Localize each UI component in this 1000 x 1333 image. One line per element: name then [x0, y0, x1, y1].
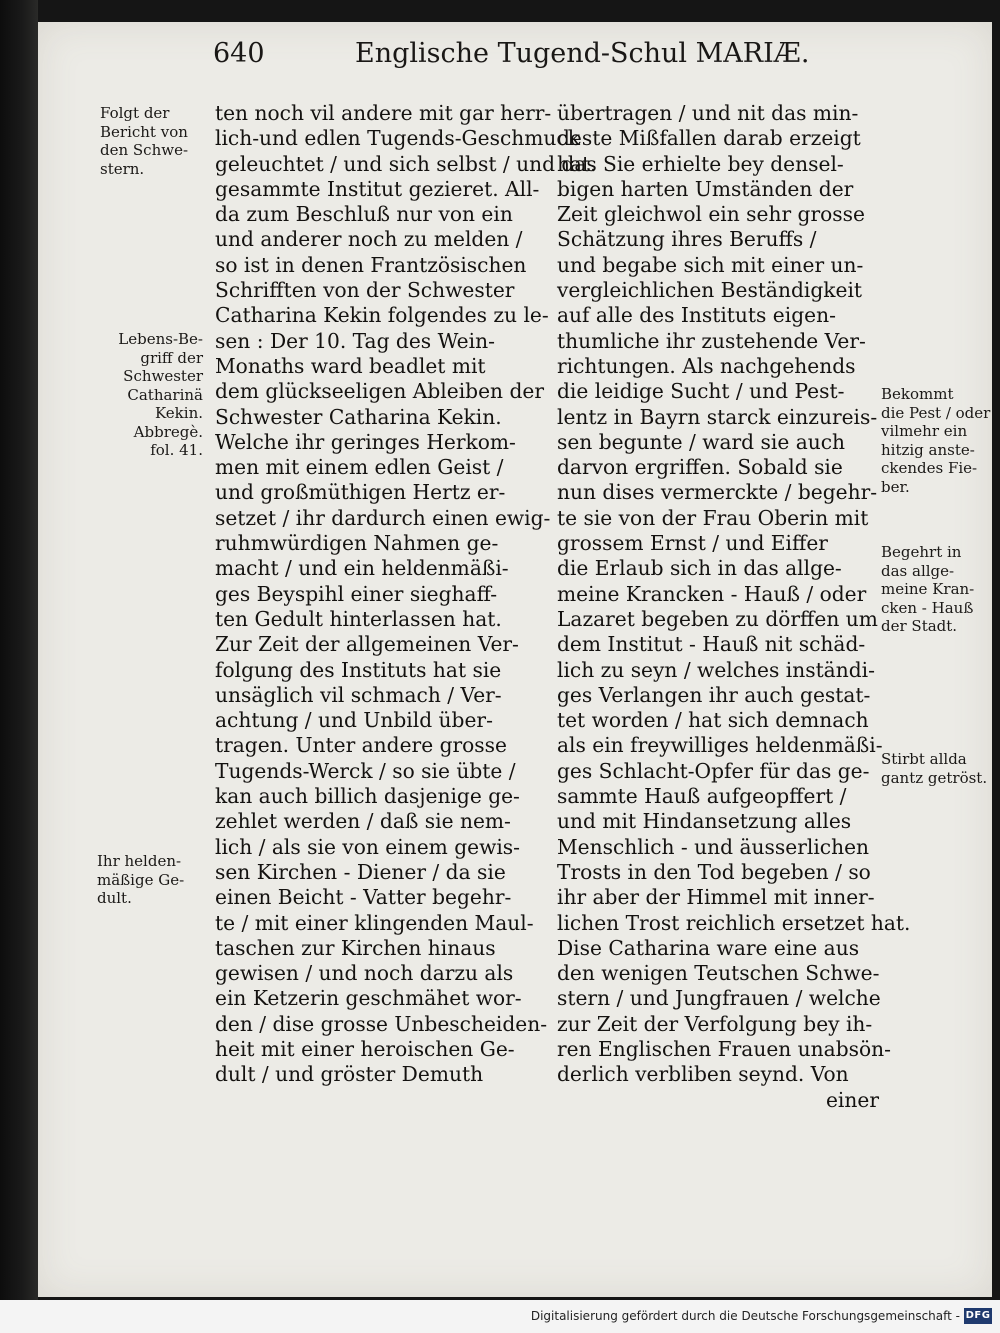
- text-line: ges Beyspihl einer sieghaff-: [215, 581, 498, 606]
- text-line: ges Schlacht-Opfer für das ge-: [557, 758, 870, 783]
- margin-note-line: Stirbt allda: [881, 750, 967, 768]
- text-line: zehlet werden / daß sie nem-: [215, 809, 511, 834]
- text-column-right: [557, 101, 911, 1113]
- text-column-left: [215, 101, 597, 1088]
- scanner-edge: [0, 0, 38, 1300]
- margin-note-line: vilmehr ein: [881, 422, 968, 440]
- text-line: thumliche ihr zustehende Ver-: [557, 328, 866, 353]
- text-line: und mit Hindansetzung alles: [557, 809, 852, 834]
- dfg-logo: DFG: [964, 1308, 992, 1324]
- text-line: als ein freywilliges heldenmäßi-: [557, 733, 883, 758]
- text-line: stern / und Jungfrauen / welche: [557, 986, 881, 1011]
- text-line: Trosts in den Tod begeben / so: [557, 859, 871, 884]
- text-line: Zeit gleichwol ein sehr grosse: [557, 202, 865, 227]
- text-line: dem Institut - Hauß nit schäd-: [557, 632, 866, 657]
- text-line: ren Englischen Frauen unabsön-: [557, 1036, 891, 1061]
- margin-note-right-1: [881, 385, 990, 496]
- margin-note-line: Lebens-Be-: [118, 330, 203, 348]
- margin-note-left-3: [97, 852, 203, 908]
- text-line: auf alle des Instituts eigen-: [557, 303, 836, 328]
- margin-note-right-3: [881, 750, 987, 787]
- text-line: sen : Der 10. Tag des Wein-: [215, 328, 495, 353]
- text-line: lich / als sie von einem gewis-: [215, 834, 520, 859]
- text-line: te sie von der Frau Oberin mit: [557, 505, 869, 530]
- margin-note-line: ber.: [881, 477, 910, 496]
- text-line: kan auch billich dasjenige ge-: [215, 784, 520, 809]
- text-line: sen begunte / ward sie auch: [557, 429, 846, 454]
- margin-note-line: den Schwe-: [100, 141, 189, 159]
- margin-note-line: Ihr helden-: [97, 852, 182, 870]
- text-line: lich zu seyn / welches inständi-: [557, 657, 875, 682]
- text-line: men mit einem edlen Geist /: [215, 455, 504, 480]
- margin-note-line: Kekin.: [155, 404, 203, 422]
- text-line: und begabe sich mit einer un-: [557, 252, 864, 277]
- margin-note-line: Abbregè.: [133, 422, 203, 441]
- page-number: 640: [213, 38, 265, 69]
- text-line: richtungen. Als nachgehends: [557, 353, 856, 378]
- margin-note-line: der Stadt.: [881, 617, 958, 635]
- text-line: meine Krancken - Hauß / oder: [557, 581, 867, 606]
- margin-note-line: Schwester: [123, 367, 203, 385]
- text-line: gesammte Institut gezieret. All-: [215, 176, 540, 201]
- text-line: vergleichlichen Beständigkeit: [557, 278, 863, 303]
- text-line: die leidige Sucht / und Pest-: [557, 379, 845, 404]
- text-line: ruhmwürdigen Nahmen ge-: [215, 531, 499, 556]
- margin-note-line: gantz getröst.: [881, 768, 988, 787]
- text-line: und großmüthigen Hertz er-: [215, 480, 506, 505]
- text-line: Lazaret begeben zu dörffen um: [557, 606, 878, 631]
- text-line: ten noch vil andere mit gar herr-: [215, 101, 552, 125]
- funding-notice: Digitalisierung gefördert durch die Deutsche Forschungsgemeinschaft -: [530, 1309, 960, 1323]
- margin-note-line: mäßige Ge-: [97, 870, 185, 889]
- text-line: hat. Sie erhielte bey densel-: [557, 151, 844, 176]
- margin-note-line: ckendes Fie-: [881, 459, 978, 477]
- text-line: Menschlich - und äusserlichen: [557, 834, 870, 859]
- text-line: macht / und ein heldenmäßi-: [215, 556, 509, 581]
- text-line: lich-und edlen Tugends-Geschmuck: [215, 126, 580, 151]
- text-line: nun dises vermerckte / begehr-: [557, 480, 878, 505]
- text-line: ihr aber der Himmel mit inner-: [557, 885, 875, 910]
- text-line: geleuchtet / und sich selbst / und das: [215, 151, 597, 176]
- margin-note-line: dult.: [97, 889, 132, 907]
- margin-note-line: das allge-: [881, 561, 955, 580]
- margin-note-line: meine Kran-: [881, 580, 975, 598]
- text-line: Schätzung ihres Beruffs /: [557, 227, 817, 252]
- text-line: heit mit einer heroischen Ge-: [215, 1036, 515, 1061]
- text-line: lentz in Bayrn starck einzureis-: [557, 404, 878, 429]
- text-line: ten Gedult hinterlassen hat.: [215, 606, 502, 631]
- text-line: folgung des Instituts hat sie: [215, 657, 502, 682]
- text-line: die Erlaub sich in das allge-: [557, 556, 842, 581]
- text-line: deste Mißfallen darab erzeigt: [557, 126, 861, 151]
- text-line: da zum Beschluß nur von ein: [215, 202, 513, 227]
- text-line: den wenigen Teutschen Schwe-: [557, 961, 880, 986]
- margin-note-line: cken - Hauß: [881, 598, 974, 617]
- text-line: den / dise grosse Unbescheiden-: [215, 1011, 548, 1036]
- margin-note-line: Bekommt: [881, 385, 954, 403]
- text-line: Zur Zeit der allgemeinen Ver-: [215, 632, 519, 657]
- margin-note-left-1: [100, 104, 188, 178]
- text-line: ges Verlangen ihr auch gestat-: [557, 682, 871, 707]
- text-line: Tugends-Werck / so sie übte /: [215, 758, 516, 783]
- text-line: taschen zur Kirchen hinaus: [215, 935, 496, 960]
- text-line: Monaths ward beadlet mit: [215, 353, 486, 378]
- text-line: setzet / ihr dardurch einen ewig-: [215, 505, 551, 530]
- text-line: ein Ketzerin geschmähet wor-: [215, 986, 522, 1011]
- margin-note-line: hitzig anste-: [881, 440, 975, 459]
- margin-note-line: die Pest / oder: [881, 403, 991, 422]
- text-line: darvon ergriffen. Sobald sie: [557, 455, 843, 480]
- text-line: so ist in denen Frantzösischen: [215, 252, 527, 277]
- text-line: Catharina Kekin folgendes zu le-: [215, 303, 549, 328]
- text-line: sammte Hauß aufgeopffert /: [557, 784, 847, 809]
- margin-note-line: Begehrt in: [881, 543, 962, 561]
- margin-note-left-2: [97, 330, 203, 460]
- margin-note-line: Folgt der: [100, 104, 170, 122]
- text-line: einen Beicht - Vatter begehr-: [215, 885, 512, 910]
- text-line: tet worden / hat sich demnach: [557, 708, 869, 733]
- text-line: te / mit einer klingenden Maul-: [215, 910, 534, 935]
- catchword: einer: [825, 1087, 879, 1112]
- text-line: Schrifften von der Schwester: [215, 278, 515, 303]
- digitization-footer: [0, 1300, 1000, 1333]
- running-title: Englische Tugend-Schul MARIÆ.: [355, 38, 810, 69]
- text-line: zur Zeit der Verfolgung bey ih-: [557, 1011, 873, 1036]
- text-line: lichen Trost reichlich ersetzet hat.: [557, 910, 911, 935]
- text-line: Welche ihr geringes Herkom-: [215, 429, 516, 454]
- margin-note-line: Bericht von: [100, 122, 188, 141]
- margin-note-line: stern.: [100, 159, 145, 178]
- text-line: bigen harten Umständen der: [557, 176, 854, 201]
- text-line: achtung / und Unbild über-: [215, 708, 493, 733]
- text-line: übertragen / und nit das min-: [557, 101, 859, 125]
- text-line: dult / und gröster Demuth: [215, 1062, 484, 1087]
- text-line: sen Kirchen - Diener / da sie: [215, 859, 506, 884]
- text-line: unsäglich vil schmach / Ver-: [215, 682, 502, 707]
- margin-note-line: fol. 41.: [150, 441, 203, 459]
- text-line: Dise Catharina ware eine aus: [557, 935, 860, 960]
- margin-note-line: Catharinä: [127, 385, 203, 404]
- text-line: gewisen / und noch darzu als: [215, 961, 514, 986]
- text-line: Schwester Catharina Kekin.: [215, 404, 502, 429]
- text-line: und anderer noch zu melden /: [215, 227, 523, 252]
- text-line: tragen. Unter andere grosse: [215, 733, 507, 758]
- margin-note-right-2: [881, 543, 974, 636]
- text-line: derlich verbliben seynd. Von: [557, 1062, 849, 1087]
- text-line: dem glückseeligen Ableiben der: [215, 379, 544, 404]
- margin-note-line: griff der: [140, 348, 203, 367]
- text-line: grossem Ernst / und Eiffer: [557, 531, 828, 556]
